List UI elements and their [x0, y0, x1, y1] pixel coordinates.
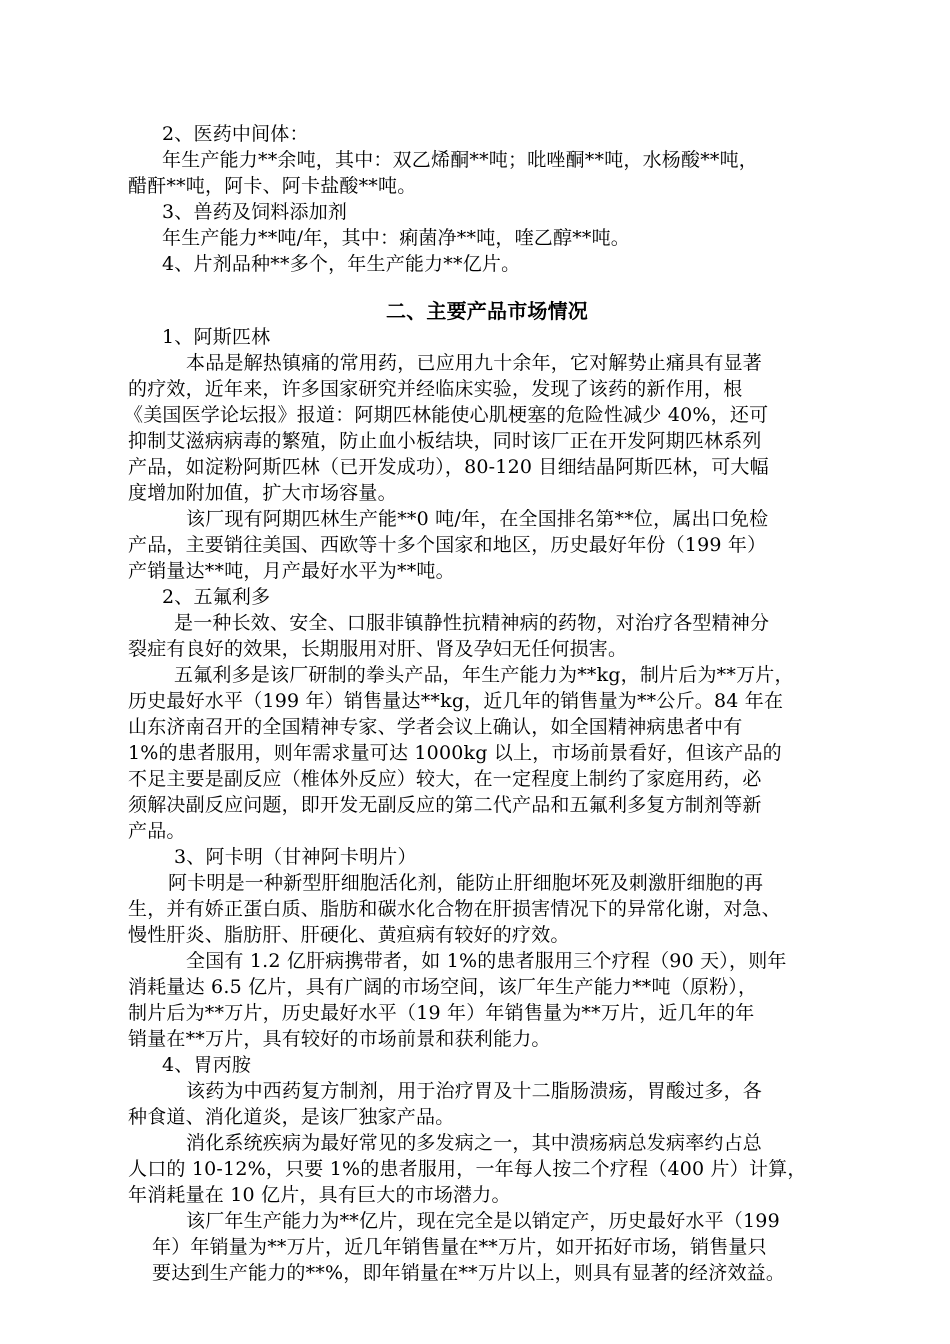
paragraph-line: 产品，如淀粉阿斯匹林（已开发成功），80-120 目细结晶阿斯匹林，可大幅 — [128, 456, 769, 478]
paragraph-line: 裂症有良好的效果，长期服用对肝、肾及孕妇无任何损害。 — [128, 638, 628, 660]
section-heading-pharma-intermediates: 2、医药中间体： — [162, 123, 309, 145]
section-heading-penfluridol: 2、五氟利多 — [162, 586, 271, 608]
paragraph-line: 不足主要是副反应（椎体外反应）较大，在一定程度上制约了家庭用药，必 — [128, 768, 762, 790]
paragraph-line: 产品。 — [128, 820, 186, 842]
paragraph-line: 历史最好水平（199 年）销售量达**kg，近几年的销售量为**公斤。84 年在 — [128, 690, 784, 712]
paragraph-line: 醋酐**吨，阿卡、阿卡盐酸**吨。 — [128, 175, 417, 197]
paragraph-line: 销量在**万片，具有较好的市场前景和获利能力。 — [128, 1028, 551, 1050]
chapter-title: 二、主要产品市场情况 — [386, 299, 588, 323]
paragraph-line: 本品是解热镇痛的常用药，已应用九十余年，它对解势止痛具有显著 — [186, 352, 763, 374]
paragraph-line: 阿卡明是一种新型肝细胞活化剂，能防止肝细胞坏死及刺激肝细胞的再 — [168, 872, 764, 894]
paragraph-line: 生，并有娇正蛋白质、脂肪和碳水化合物在肝损害情况下的异常化谢，对急、 — [128, 898, 781, 920]
section-heading-acamin: 3、阿卡明（甘神阿卡明片） — [174, 846, 417, 868]
paragraph-line: 制片后为**万片，历史最好水平（19 年）年销售量为**万片，近几年的年 — [128, 1002, 755, 1024]
paragraph-line: 要达到生产能力的**%，即年销量在**万片以上，则具有显著的经济效益。 — [152, 1262, 786, 1284]
paragraph-line: 产品，主要销往美国、西欧等十多个国家和地区，历史最好年份（199 年） — [128, 534, 767, 556]
paragraph-line: 五氟利多是该厂研制的拳头产品，年生产能力为**kg，制片后为**万片， — [174, 664, 794, 686]
paragraph-line: 4、片剂品种**多个，年生产能力**亿片。 — [162, 253, 521, 275]
paragraph-line: 年生产能力**吨/年，其中：痢菌净**吨，喹乙醇**吨。 — [162, 227, 631, 249]
paragraph-line: 全国有 1.2 亿肝病携带者，如 1%的患者服用三个疗程（90 天），则年 — [186, 950, 787, 972]
paragraph-line: 抑制艾滋病病毒的繁殖，防止血小板结块，同时该厂正在开发阿期匹林系列 — [128, 430, 762, 452]
paragraph-line: 年消耗量在 10 亿片，具有巨大的市场潜力。 — [128, 1184, 511, 1206]
paragraph-line: 年生产能力**余吨，其中：双乙烯酮**吨；吡唑酮**吨，水杨酸**吨， — [162, 149, 759, 171]
section-heading-veterinary: 3、兽药及饲料添加剂 — [162, 201, 348, 223]
paragraph-line: 种食道、消化道炎，是该厂独家产品。 — [128, 1106, 455, 1128]
paragraph-line: 的疗效，近年来，许多国家研究并经临床实验，发现了该药的新作用，根 — [128, 378, 743, 400]
paragraph-line: 《美国医学论坛报》报道：阿期匹林能使心肌梗塞的危险性减少 40%，还可 — [124, 404, 769, 426]
section-heading-aspirin: 1、阿斯匹林 — [162, 326, 271, 348]
paragraph-line: 消化系统疾病为最好常见的多发病之一，其中溃疡病总发病率约占总 — [186, 1132, 763, 1154]
paragraph-line: 年）年销量为**万片，近几年销售量在**万片，如开拓好市场，销售量只 — [152, 1236, 767, 1258]
paragraph-line: 该厂现有阿期匹林生产能**0 吨/年，在全国排名第**位，属出口免检 — [186, 508, 769, 530]
paragraph-line: 该厂年生产能力为**亿片，现在完全是以销定产，历史最好水平（199 — [186, 1210, 780, 1232]
paragraph-line: 产销量达**吨，月产最好水平为**吨。 — [128, 560, 455, 582]
paragraph-line: 山东济南召开的全国精神专家、学者会议上确认，如全国精神病患者中有 — [128, 716, 743, 738]
paragraph-line: 度增加附加值，扩大市场容量。 — [128, 482, 397, 504]
paragraph-line: 慢性肝炎、脂肪肝、肝硬化、黄疸病有较好的疗效。 — [128, 924, 570, 946]
paragraph-line: 人口的 10-12%，只要 1%的患者服用，一年每人按二个疗程（400 片）计算， — [128, 1158, 807, 1180]
paragraph-line: 消耗量达 6.5 亿片，具有广阔的市场空间，该厂年生产能力**吨（原粉）， — [128, 976, 758, 998]
paragraph-line: 须解决副反应问题，即开发无副反应的第二代产品和五氟利多复方制剂等新 — [128, 794, 762, 816]
paragraph-line: 该药为中西药复方制剂，用于治疗胃及十二脂肠溃疡，胃酸过多，各 — [186, 1080, 763, 1102]
paragraph-line: 是一种长效、安全、口服非镇静性抗精神病的药物，对治疗各型精神分 — [174, 612, 770, 634]
paragraph-line: 1%的患者服用，则年需求量可达 1000kg 以上，市场前景看好，但该产品的 — [128, 742, 782, 764]
section-heading-weibingan: 4、胃丙胺 — [162, 1054, 252, 1076]
